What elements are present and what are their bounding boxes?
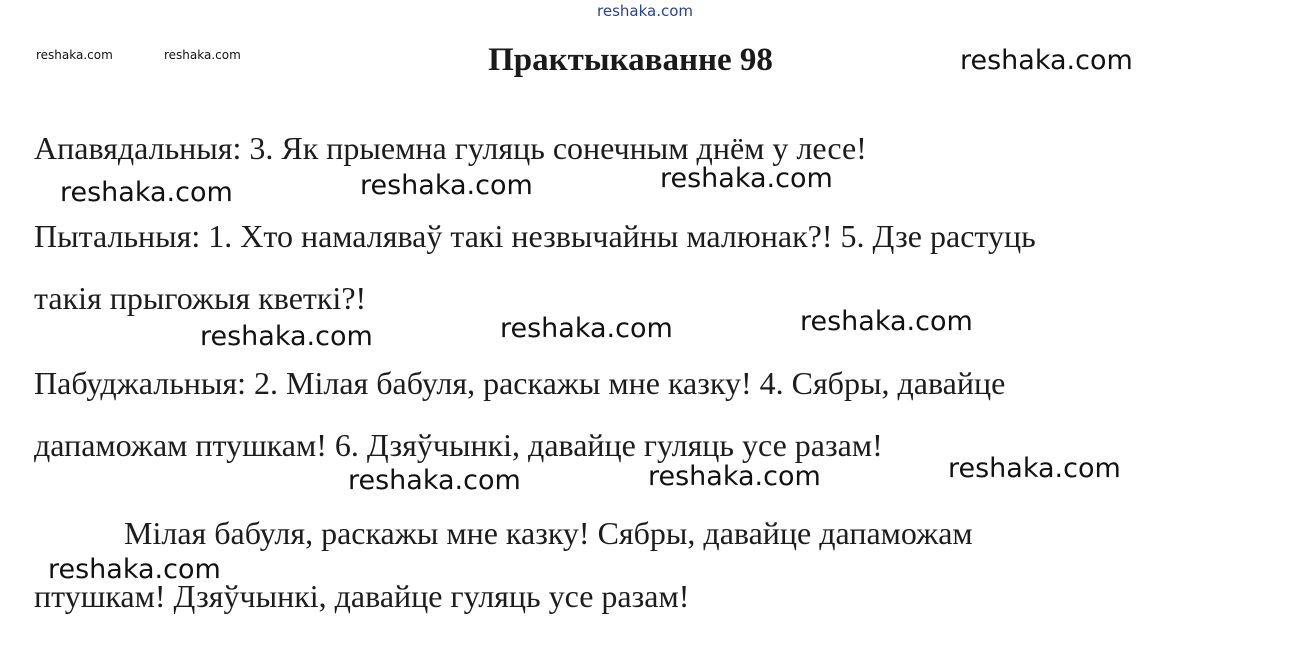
watermark-header-right: reshaka.com: [960, 45, 1133, 76]
watermark-row3-c: reshaka.com: [800, 306, 973, 337]
watermark-row3-a: reshaka.com: [200, 321, 373, 352]
watermark-row4-c: reshaka.com: [948, 453, 1121, 484]
text-line-4: Пабуджальныя: 2. Мілая бабуля, раскажы мне казку! 4. Сябры, давайце: [34, 365, 1006, 401]
watermark-top: reshaka.com: [597, 2, 693, 20]
text-line-6: Мілая бабуля, раскажы мне казку! Сябры, давайце дапаможам: [124, 515, 973, 551]
watermark-row2-a: reshaka.com: [60, 177, 233, 208]
watermark-row4-a: reshaka.com: [348, 465, 521, 496]
watermark-small-mid: reshaka.com: [164, 48, 241, 62]
watermark-row4-b: reshaka.com: [648, 461, 821, 492]
watermark-small-left: reshaka.com: [36, 48, 113, 62]
text-line-3: такія прыгожыя кветкі?!: [34, 280, 367, 316]
text-line-2: Пытальныя: 1. Хто намаляваў такі незвычайны малюнак?! 5. Дзе растуць: [34, 218, 1036, 254]
watermark-row5-a: reshaka.com: [48, 554, 221, 585]
text-line-5: дапаможам птушкам! 6. Дзяўчынкі, давайце гуляць усе разам!: [34, 427, 883, 463]
text-line-1: Апавядальныя: 3. Як прыемна гуляць сонечным днём у лесе!: [34, 130, 867, 166]
watermark-row2-c: reshaka.com: [660, 163, 833, 194]
text-line-7: птушкам! Дзяўчынкі, давайце гуляць усе разам!: [34, 578, 690, 614]
watermark-row3-b: reshaka.com: [500, 313, 673, 344]
page-title: Практыкаванне 98: [488, 42, 773, 78]
watermark-row2-b: reshaka.com: [360, 170, 533, 201]
